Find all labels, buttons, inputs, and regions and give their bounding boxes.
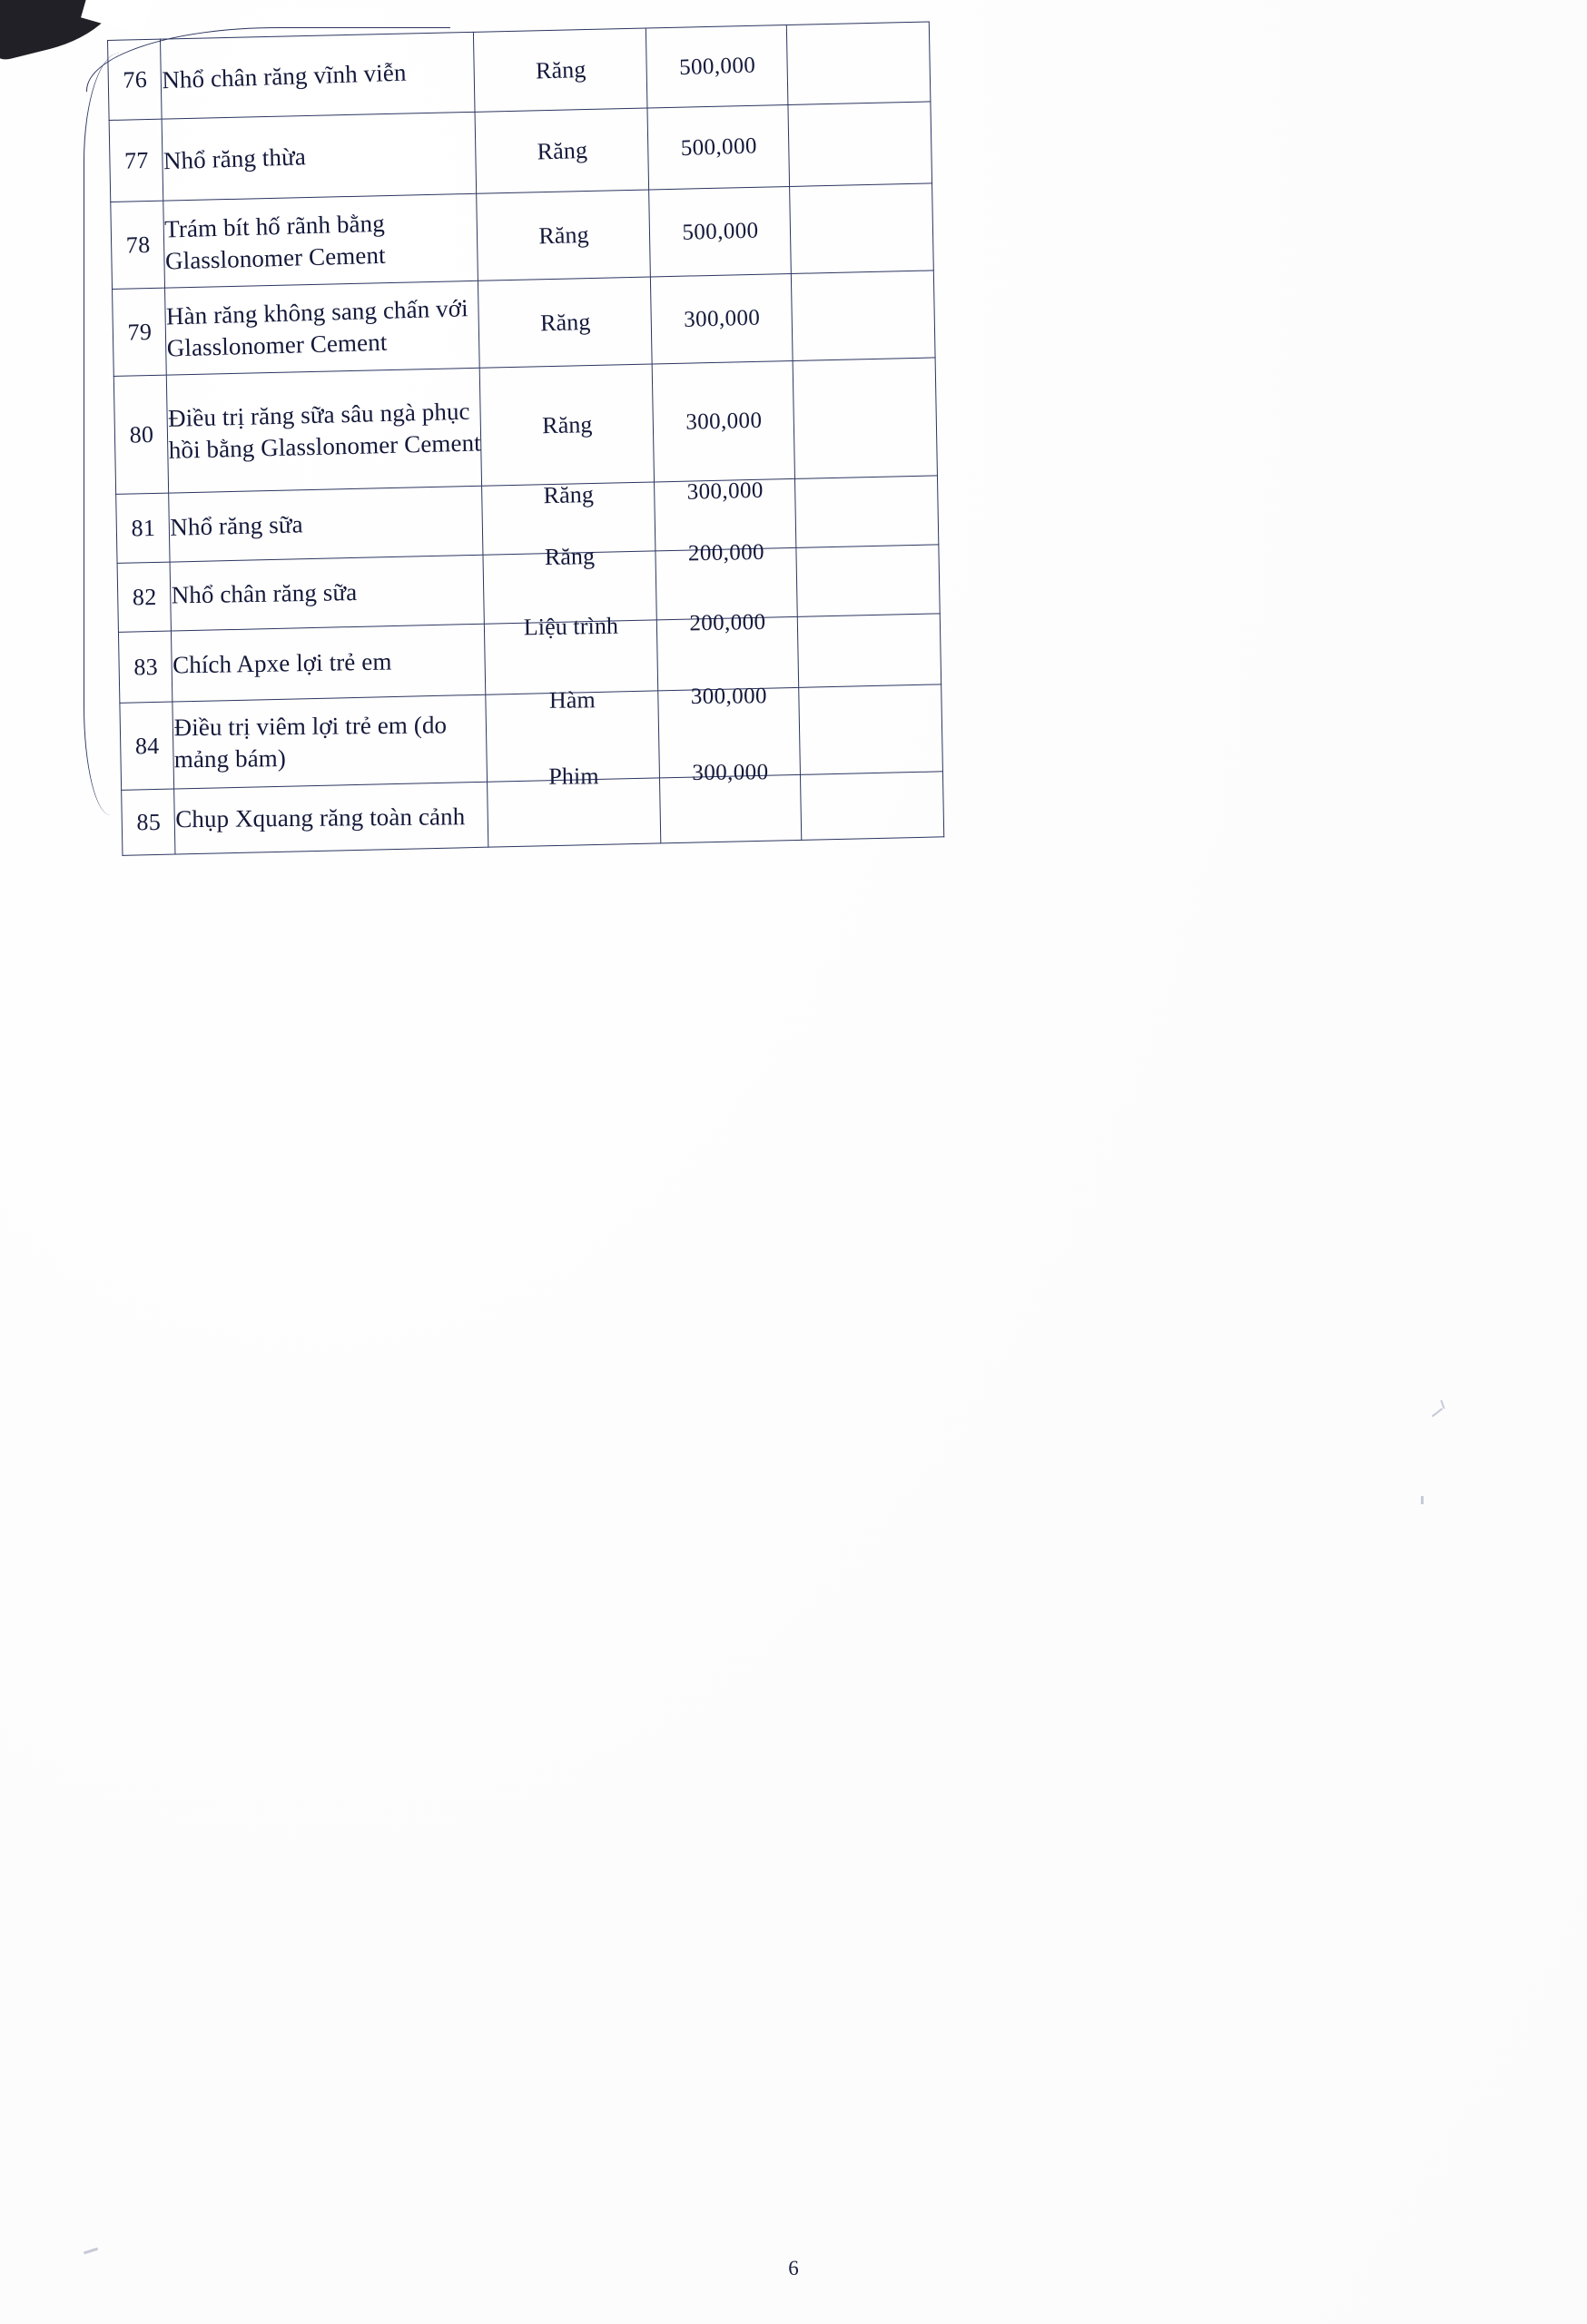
note-cell bbox=[797, 614, 941, 688]
row-number-cell: 76 bbox=[107, 39, 162, 121]
note-cell bbox=[799, 684, 943, 775]
note-cell bbox=[800, 772, 943, 841]
note-cell bbox=[791, 271, 935, 361]
price-cell: 300,000 bbox=[658, 652, 799, 740]
price-cell: 300,000 bbox=[650, 273, 793, 364]
unit-cell: Răng bbox=[483, 521, 656, 593]
price-cell: 500,000 bbox=[646, 25, 788, 109]
note-cell bbox=[788, 102, 932, 187]
price-cell: 300,000 bbox=[652, 360, 795, 482]
row-number-cell: 80 bbox=[113, 375, 169, 494]
note-cell bbox=[796, 545, 940, 617]
scan-speckle bbox=[84, 2248, 98, 2255]
unit-cell: Răng bbox=[473, 27, 647, 113]
page-number: 6 bbox=[788, 2257, 799, 2280]
row-number-cell: 83 bbox=[119, 631, 172, 703]
note-cell bbox=[794, 476, 938, 548]
note-cell bbox=[786, 22, 931, 105]
note-cell bbox=[793, 358, 937, 479]
row-number-cell: 77 bbox=[109, 119, 163, 202]
dental-price-table bbox=[107, 21, 944, 855]
scan-speckle bbox=[1432, 1408, 1443, 1417]
service-name-cell: Điều trị răng sữa sâu ngà phục hồi bằng Glasslonomer Cement bbox=[166, 368, 482, 493]
service-name-cell: Chích Apxe lợi trẻ em bbox=[172, 625, 486, 701]
unit-cell: Răng bbox=[481, 458, 655, 532]
row-number-cell: 84 bbox=[121, 702, 173, 790]
price-cell: 500,000 bbox=[648, 186, 791, 277]
service-name-cell: Nhổ răng thừa bbox=[162, 111, 477, 202]
unit-cell: Phim bbox=[487, 743, 659, 810]
price-cell: 300,000 bbox=[654, 455, 795, 527]
service-name-cell: Trám bít hố rãnh bằng Glasslonomer Cement bbox=[163, 192, 478, 289]
row-number-cell: 85 bbox=[122, 789, 174, 855]
service-name-cell: Nhổ răng sữa bbox=[169, 486, 483, 562]
service-name-cell: Hàn răng không sang chấn với Glasslonomer Cement bbox=[164, 280, 479, 376]
row-number-cell: 81 bbox=[116, 493, 171, 563]
price-cell: 200,000 bbox=[656, 586, 798, 660]
price-cell: 300,000 bbox=[659, 739, 800, 805]
price-cell: 500,000 bbox=[647, 104, 790, 191]
unit-cell: Răng bbox=[476, 190, 650, 281]
service-name-cell: Nhổ chân răng vĩnh viễn bbox=[160, 31, 475, 121]
scan-speckle bbox=[1421, 1496, 1424, 1504]
unit-cell: Hàm bbox=[486, 655, 658, 744]
service-name-cell: Nhổ chân răng sữa bbox=[170, 556, 484, 630]
unit-cell: Răng bbox=[478, 276, 652, 368]
unit-cell: Răng bbox=[475, 107, 649, 194]
row-number-cell: 82 bbox=[117, 562, 171, 632]
unit-cell: Liệu trình bbox=[484, 590, 657, 664]
price-cell: 200,000 bbox=[656, 517, 797, 589]
unit-cell: Răng bbox=[479, 364, 655, 487]
note-cell bbox=[790, 183, 934, 274]
service-name-cell: Điều trị viêm lợi trẻ em (do mảng bám) bbox=[172, 696, 486, 786]
service-name-cell: Chụp Xquang răng toàn cảnh bbox=[174, 783, 488, 852]
row-number-cell: 78 bbox=[111, 201, 165, 290]
row-number-cell: 79 bbox=[112, 288, 166, 377]
price-table-container bbox=[107, 21, 943, 855]
